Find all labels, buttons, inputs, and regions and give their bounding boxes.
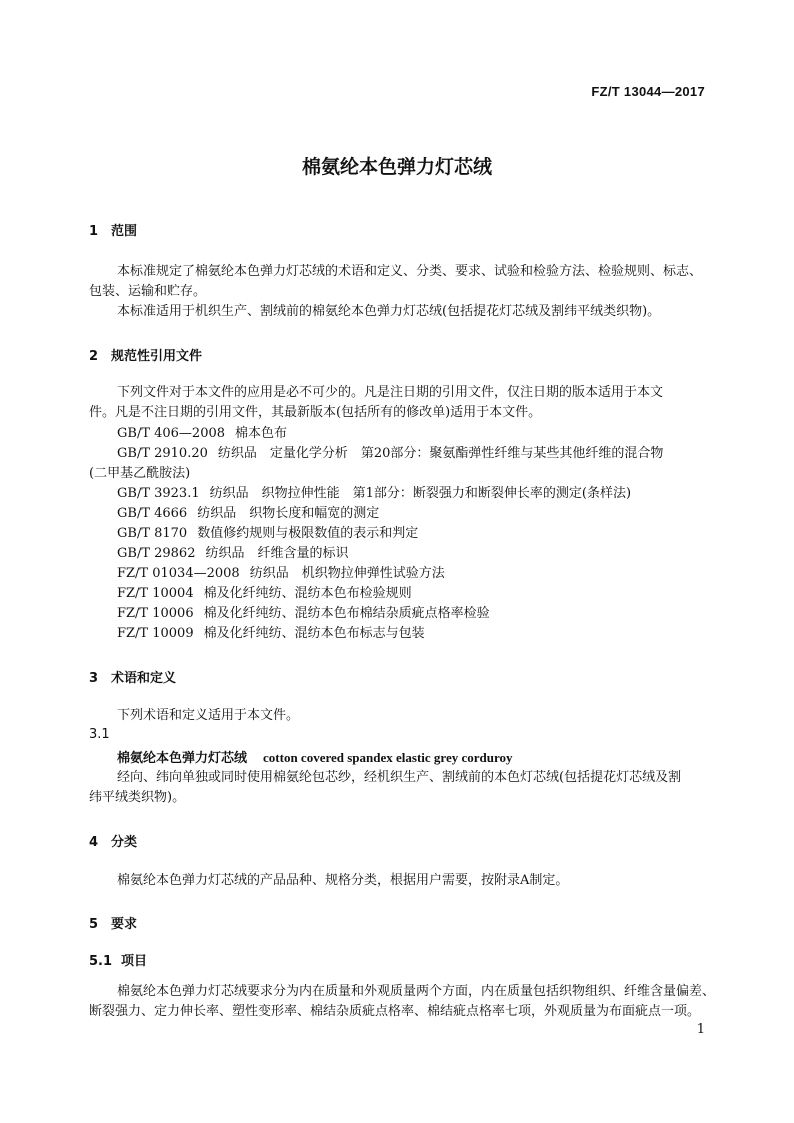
term-chinese: 棉氨纶本色弹力灯芯绒 <box>117 751 248 766</box>
subsection-heading-items <box>89 950 147 969</box>
reference-item <box>117 544 349 564</box>
terms-intro: 下列术语和定义适用于本文件。 <box>117 708 300 723</box>
reference-title: 数值修约规则与极限数值的表示和判定 <box>197 526 419 541</box>
term-entry <box>117 747 513 766</box>
reference-code: GB/T 4666 <box>117 506 188 521</box>
section-heading-terms-and-definitions <box>89 667 176 686</box>
section-title: 分类 <box>111 835 138 850</box>
term-english: cotton covered spandex elastic grey corduroy <box>263 750 513 765</box>
reference-code: GB/T 3923.1 <box>117 486 200 501</box>
section-heading-normative-references <box>89 345 202 364</box>
reference-title: 纺织品 纤维含量的标识 <box>205 546 349 561</box>
reference-item <box>117 604 490 624</box>
reference-code: GB/T 29862 <box>117 546 196 561</box>
section-title: 规范性引用文件 <box>111 349 203 364</box>
reference-code: FZ/T 10004 <box>117 586 194 601</box>
section-number: 2 <box>89 349 99 364</box>
reference-code: GB/T 406—2008 <box>117 426 226 441</box>
section-number: 1 <box>89 224 99 239</box>
term-number: 3.1 <box>89 727 110 742</box>
reference-item <box>117 484 631 504</box>
reference-code: GB/T 2910.20 <box>117 446 208 461</box>
section-number: 4 <box>89 835 99 850</box>
classification-paragraph: 棉氨纶本色弹力灯芯绒的产品品种、规格分类，根据用户需要，按附录A制定。 <box>117 873 569 888</box>
reference-item <box>117 564 445 584</box>
reference-code: FZ/T 10006 <box>117 606 194 621</box>
reference-item <box>117 504 379 524</box>
reference-title: 棉本色布 <box>235 426 288 441</box>
reference-code: FZ/T 01034—2008 <box>117 566 240 581</box>
reference-code: GB/T 8170 <box>117 526 188 541</box>
reference-item <box>117 624 425 644</box>
section-number: 5 <box>89 917 99 932</box>
reference-title: 纺织品 织物拉伸性能 第1部分：断裂强力和断裂伸长率的测定(条样法) <box>209 486 632 501</box>
section-title: 范围 <box>111 224 138 239</box>
reference-code: FZ/T 10009 <box>117 626 194 641</box>
scope-paragraph-1-line-1: 本标准规定了棉氨纶本色弹力灯芯绒的术语和定义、分类、要求、试验和检验方法、检验规则、标志、 <box>117 264 703 279</box>
section-title: 要求 <box>111 917 138 932</box>
items-paragraph-line-1: 棉氨纶本色弹力灯芯绒要求分为内在质量和外观质量两个方面，内在质量包括织物组织、纤维含量偏差、 <box>117 984 716 999</box>
reference-title: 棉及化纤纯纺、混纺本色布标志与包装 <box>203 626 425 641</box>
term-definition-line-2: 纬平绒类织物)。 <box>89 790 186 805</box>
reference-item <box>117 444 663 464</box>
scope-paragraph-1-line-2: 包装、运输和贮存。 <box>89 284 207 299</box>
reference-title: 纺织品 定量化学分析 第20部分：聚氨酯弹性纤维与某些其他纤维的混合物 <box>217 446 664 461</box>
items-paragraph-line-2: 断裂强力、定力伸长率、塑性变形率、棉结杂质疵点格率、棉结疵点格率七项，外观质量为布面疵点一项。 <box>89 1004 701 1019</box>
references-intro-line-2: 件。凡是不注日期的引用文件，其最新版本(包括所有的修改单)适用于本文件。 <box>89 405 542 420</box>
reference-item <box>117 424 287 444</box>
subsection-title: 项目 <box>121 954 148 969</box>
reference-item <box>117 524 418 544</box>
section-heading-scope <box>89 220 137 239</box>
references-intro-line-1: 下列文件对于本文件的应用是必不可少的。凡是注日期的引用文件，仅注日期的版本适用于本文 <box>117 385 664 400</box>
scope-paragraph-2: 本标准适用于机织生产、割绒前的棉氨纶本色弹力灯芯绒(包括提花灯芯绒及割纬平绒类织物)。 <box>117 304 661 319</box>
section-heading-classification <box>89 831 137 850</box>
reference-continuation: (二甲基乙酰胺法) <box>89 466 191 481</box>
section-number: 3 <box>89 671 99 686</box>
reference-title: 棉及化纤纯纺、混纺本色布检验规则 <box>203 586 412 601</box>
reference-title: 纺织品 机织物拉伸弹性试验方法 <box>249 566 445 581</box>
document-title: 棉氨纶本色弹力灯芯绒 <box>301 156 492 178</box>
reference-title: 棉及化纤纯纺、混纺本色布棉结杂质疵点格率检验 <box>203 606 490 621</box>
section-title: 术语和定义 <box>111 671 177 686</box>
standard-number: FZ/T 13044—2017 <box>591 84 705 99</box>
reference-title: 纺织品 织物长度和幅宽的测定 <box>197 506 380 521</box>
term-definition-line-1: 经向、纬向单独或同时使用棉氨纶包芯纱，经机织生产、割绒前的本色灯芯绒(包括提花灯芯绒及割 <box>117 770 682 785</box>
section-heading-requirements <box>89 913 137 932</box>
reference-item <box>117 584 412 604</box>
subsection-number: 5.1 <box>89 954 113 969</box>
page-number: 1 <box>696 1022 705 1037</box>
